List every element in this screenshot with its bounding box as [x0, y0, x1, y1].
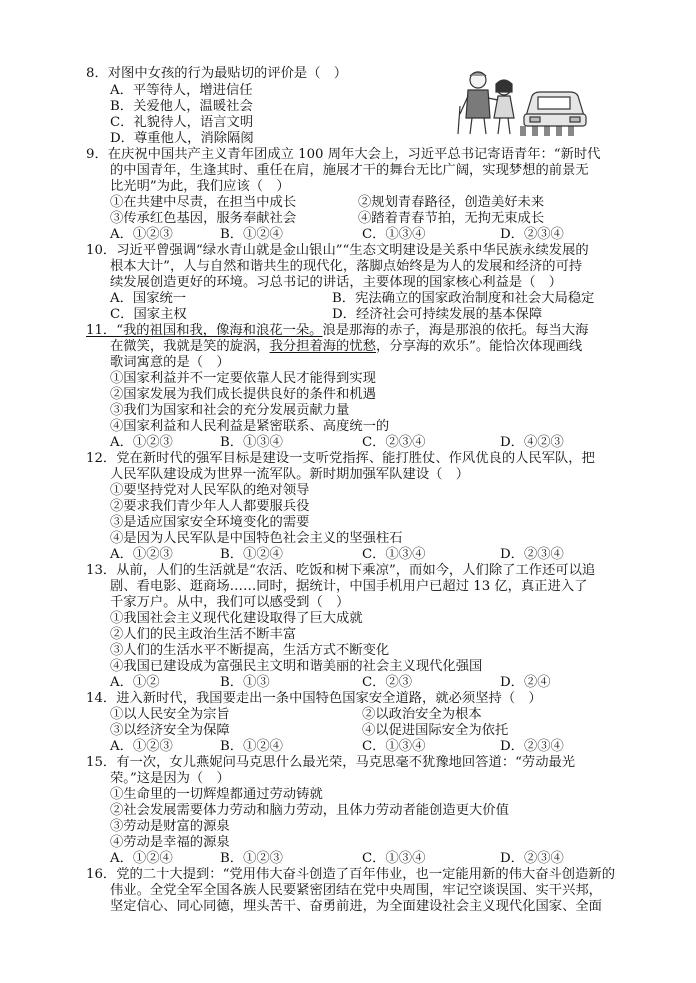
question-15-line-2: 荣。”这是因为（ ） [110, 771, 230, 786]
question-13-item-2: ②人们的民主政治生活不断丰富 [110, 627, 297, 642]
question-12-line-1: 12．党在新时代的强军目标是建设一支听党指挥、能打胜仗、作风优良的人民军队，把 [86, 451, 595, 466]
choice-d: D．②③④ [500, 227, 564, 242]
choice-c: C．①③④ [362, 739, 426, 754]
question-11-item-1: ①国家利益并不一定要依靠人民才能得到实现 [110, 371, 376, 386]
question-12-item-3: ③是适应国家安全环境变化的需要 [110, 515, 310, 530]
question-9-item-2: ②规划青春路径，创造美好未来 [358, 195, 545, 210]
question-14-item-3: ③以经济安全为保障 [110, 723, 230, 738]
choice-c: C．②③④ [362, 435, 426, 450]
crosswalk-stripes [520, 126, 574, 136]
question-11-line-2-b: ，分享海的欢乐”。能恰次体现画线 [375, 339, 583, 354]
question-12-item-4: ④是因为人民军队是中国特色社会主义的坚强柱石 [110, 531, 403, 546]
question-9-item-4: ④踏着青春节拍，无拘无束成长 [358, 211, 545, 226]
question-12-line-2: 人民军队建设成为世界一流军队。新时期加强军队建设（ ） [110, 467, 470, 482]
choice-a: A．①②④ [110, 851, 173, 866]
question-10-line-2: 根本大计”，人与自然和谐共生的现代化，落脚点始终是为人的发展和经济的可持 [110, 259, 583, 274]
question-11-line-2 [110, 339, 582, 355]
question-11-item-4: ④国家利益和人民利益是紧密联系、高度统一的 [110, 419, 390, 434]
question-9-line-3: 比光明”为此，我们应该（ ） [110, 179, 290, 194]
question-11-item-3: ③我们为国家和社会的充分发展贡献力量 [110, 403, 350, 418]
choice-a: A．①②③ [110, 739, 173, 754]
question-16-line-1: 16．党的二十大提到：“党用伟大奋斗创造了百年伟业，也一定能用新的伟大奋斗创造新的 [86, 867, 615, 882]
choice-c: C．②③ [362, 675, 413, 690]
choice-c: C．①③④ [362, 227, 426, 242]
choice-b: B．①③④ [220, 435, 283, 450]
question-9-item-3: ③传承红色基因，服务奉献社会 [110, 211, 297, 226]
choice-a: A．①②③ [110, 227, 173, 242]
elderly-man-drawing [458, 72, 490, 134]
question-10-option-d: D．经济社会可持续发展的基本保障 [332, 307, 543, 322]
question-11-line-1 [86, 323, 588, 339]
choice-b: B．①②④ [220, 739, 283, 754]
question-13-item-4: ④我国已建设成为富强民主文明和谐美丽的社会主义现代化强国 [110, 659, 483, 674]
question-13-line-3: 千家万户。从中，我们可以感受到（ ） [110, 595, 350, 610]
question-13-line-1: 13．从前，人们的生活就是“农活、吃饭和树下乘凉”，而如今，人们除了工作还可以追 [86, 563, 596, 578]
question-8-option-a: A．平等待人，增进信任 [110, 83, 253, 98]
question-14-stem: 14．进入新时代，我国要走出一条中国特色国家安全道路，就必须坚持（ ） [86, 691, 542, 706]
question-14-item-2: ②以政治安全为根本 [362, 707, 482, 722]
choice-d: D．②③④ [500, 739, 564, 754]
question-11-line-1-rest: 浪是那海的赤子，海是那浪的依托。每当大海 [322, 323, 589, 338]
question-8-stem: 8．对图中女孩的行为最贴切的评价是（ ） [86, 66, 348, 81]
question-12-item-2: ②要求我们青少年人人都要服兵役 [110, 499, 310, 514]
question-13-line-2: 剧、看电影、逛商场……同时，据统计，中国手机用户已超过 13 亿，真正进入了 [110, 579, 588, 594]
question-10-line-3: 续发展创造更好的环境。习总书记的讲话，主要体现的国家核心利益是（ ） [110, 275, 563, 290]
question-11-line-3: 歌词寓意的是（ ） [110, 355, 230, 370]
question-10-option-a: A．国家统一 [110, 291, 187, 306]
question-15-line-1: 15．有一次，女儿燕妮问马克思什么最光荣，马克思毫不犹豫地回答道：“劳动最光 [86, 755, 576, 770]
question-11-underlined-lyric-2: 我分担着海的忧愁 [269, 339, 376, 354]
question-15-item-2: ②社会发展需要体力劳动和脑力劳动，且体力劳动者能创造更大价值 [110, 803, 509, 818]
question-9-line-1: 9．在庆祝中国共产主义青年团成立 100 周年大会上，习近平总书记寄语青年：“新时代 [86, 147, 601, 162]
question-15-item-4: ④劳动是幸福的源泉 [110, 835, 230, 850]
question-9-line-2: 的中国青年，生逢其时、重任在肩，施展才干的舞台无比广阔，实现梦想的前景无 [110, 163, 589, 178]
choice-a: A．①②③ [110, 435, 173, 450]
choice-d: D．④②③ [500, 435, 564, 450]
choice-b: B．①③ [220, 675, 270, 690]
question-14-item-4: ④以促进国际安全为依托 [362, 723, 509, 738]
question-11-line-2-a: 在微笑，我就是笑的旋涡， [110, 339, 270, 354]
choice-d: D．②③④ [500, 851, 564, 866]
question-13-item-1: ①我国社会主义现代化建设取得了巨大成就 [110, 611, 363, 626]
choice-a: A．①② [110, 675, 160, 690]
choice-d: D．②④ [500, 675, 551, 690]
choice-b: B．①②④ [220, 227, 283, 242]
girl-drawing [488, 80, 514, 134]
choice-c: C．①③④ [362, 547, 426, 562]
question-10-line-1: 10．习近平曾强调“绿水青山就是金山银山”“生态文明建设是关系中华民族永续发展的 [86, 243, 589, 258]
question-8-option-c: C．礼貌待人，语言文明 [110, 115, 254, 130]
choice-c: C．①③④ [362, 851, 426, 866]
question-14-item-1: ①以人民安全为宗旨 [110, 707, 230, 722]
question-16-line-3: 坚定信心、同心同德，埋头苦干、奋勇前进，为全面建设社会主义现代化国家、全面 [110, 899, 602, 914]
question-9-item-1: ①在共建中尽责，在担当中成长 [110, 195, 297, 210]
question-16-line-2: 伟业。全党全军全国各族人民要紧密团结在党中央周围，牢记空谈误国、实干兴邦， [110, 883, 602, 898]
question-15-item-3: ③劳动是财富的源泉 [110, 819, 230, 834]
question-10-option-c: C．国家主权 [110, 307, 187, 322]
question-8-option-d: D．尊重他人，消除隔阂 [110, 131, 254, 146]
choice-a: A．①②③ [110, 547, 173, 562]
question-15-item-1: ①生命里的一切辉煌都通过劳动铸就 [110, 787, 323, 802]
question-13-item-3: ③人们的生活水平不断提高，生活方式不断变化 [110, 643, 390, 658]
choice-b: B．①②④ [220, 547, 283, 562]
choice-b: B．①②③ [220, 851, 283, 866]
question-8-option-b: B．关爱他人，温暖社会 [110, 99, 253, 114]
question-11-underlined-lyric-1: 11．“我的祖国和我，像海和浪花一朵。 [86, 323, 323, 338]
question-12-item-1: ①要坚持党对人民军队的绝对领导 [110, 483, 310, 498]
crosswalk-illustration [442, 66, 588, 138]
question-11-item-2: ②国家发展为我们成长提供良好的条件和机遇 [110, 387, 376, 402]
question-10-option-b: B．宪法确立的国家政治制度和社会大局稳定 [332, 291, 595, 306]
choice-d: D．②③④ [500, 547, 564, 562]
car-drawing [524, 92, 586, 126]
